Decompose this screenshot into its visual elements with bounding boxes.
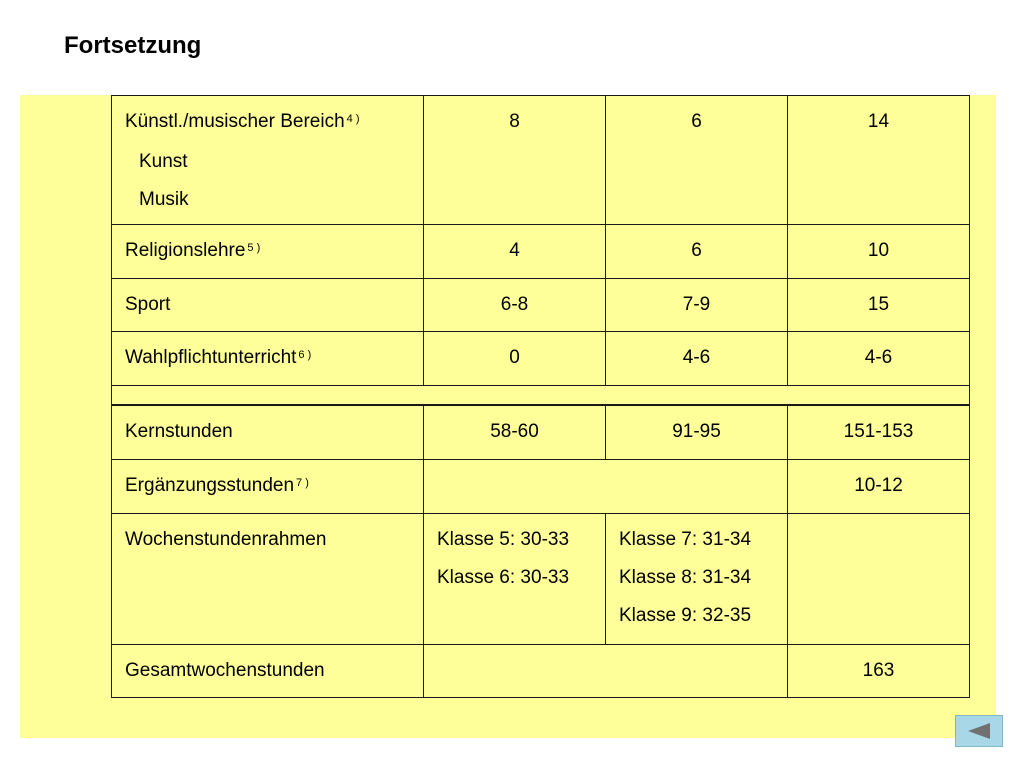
cell-value: 6-8 (424, 279, 606, 332)
table-row (112, 460, 970, 514)
row-label (112, 460, 424, 514)
cell-value: 10 (788, 225, 970, 279)
cell-value: 14 (788, 96, 970, 225)
table-row (112, 96, 970, 225)
klasse-line: Klasse 8: 31-34 (619, 567, 752, 588)
row-label (112, 332, 424, 386)
footnote-ref: 6 ) (298, 349, 312, 361)
row-label (112, 279, 424, 332)
back-button[interactable] (955, 715, 1003, 747)
klasse-cell (606, 514, 788, 645)
triangle-left-icon (966, 721, 992, 741)
cell-value: 8 (424, 96, 606, 225)
cell-empty (424, 645, 788, 698)
label-text: Wochenstundenrahmen (125, 529, 327, 550)
row-label (112, 514, 424, 645)
cell-value: 91-95 (606, 406, 788, 460)
klasse-line: Klasse 9: 32-35 (619, 605, 752, 626)
separator-row (112, 386, 970, 405)
klasse-line: Klasse 6: 30-33 (437, 567, 570, 588)
table-row (112, 332, 970, 386)
label-text: Kernstunden (125, 421, 233, 442)
row-label (112, 406, 424, 460)
label-text: Sport (125, 294, 171, 315)
cell-value: 6 (606, 225, 788, 279)
row-label (112, 645, 424, 698)
label-text: Gesamtwochenstunden (125, 660, 325, 681)
separator-cell (112, 386, 970, 405)
cell-value: 10-12 (788, 460, 970, 514)
totals-table (111, 405, 970, 698)
label-text: Religionslehre (125, 240, 246, 261)
row-label (112, 225, 424, 279)
table-row (112, 279, 970, 332)
cell-empty (788, 514, 970, 645)
row-label (112, 96, 424, 225)
cell-value: 15 (788, 279, 970, 332)
label-text: Wahlpflichtunterricht (125, 347, 297, 368)
footnote-ref: 5 ) (247, 242, 261, 254)
cell-value: 58-60 (424, 406, 606, 460)
footnote-ref: 4 ) (346, 113, 360, 125)
table-row (112, 406, 970, 460)
cell-value: 0 (424, 332, 606, 386)
cell-value: 4 (424, 225, 606, 279)
cell-value: 4-6 (788, 332, 970, 386)
footnote-ref: 7 ) (296, 477, 309, 489)
sub-item-musik: Musik (139, 189, 189, 210)
cell-value: 6 (606, 96, 788, 225)
sub-item-kunst: Kunst (139, 151, 188, 172)
cell-value: 151-153 (788, 406, 970, 460)
klasse-cell (424, 514, 606, 645)
klasse-line: Klasse 5: 30-33 (437, 529, 570, 550)
cell-value: 7-9 (606, 279, 788, 332)
label-text: Ergänzungsstunden (125, 475, 295, 496)
table-row (112, 645, 970, 698)
label-text: Künstl./musischer Bereich (125, 111, 345, 132)
table-row (112, 514, 970, 645)
cell-empty (424, 460, 788, 514)
table-row (112, 225, 970, 279)
klasse-line: Klasse 7: 31-34 (619, 529, 752, 550)
cell-value: 4-6 (606, 332, 788, 386)
page-title: Fortsetzung (64, 32, 202, 59)
cell-value: 163 (788, 645, 970, 698)
subjects-table (111, 95, 970, 405)
